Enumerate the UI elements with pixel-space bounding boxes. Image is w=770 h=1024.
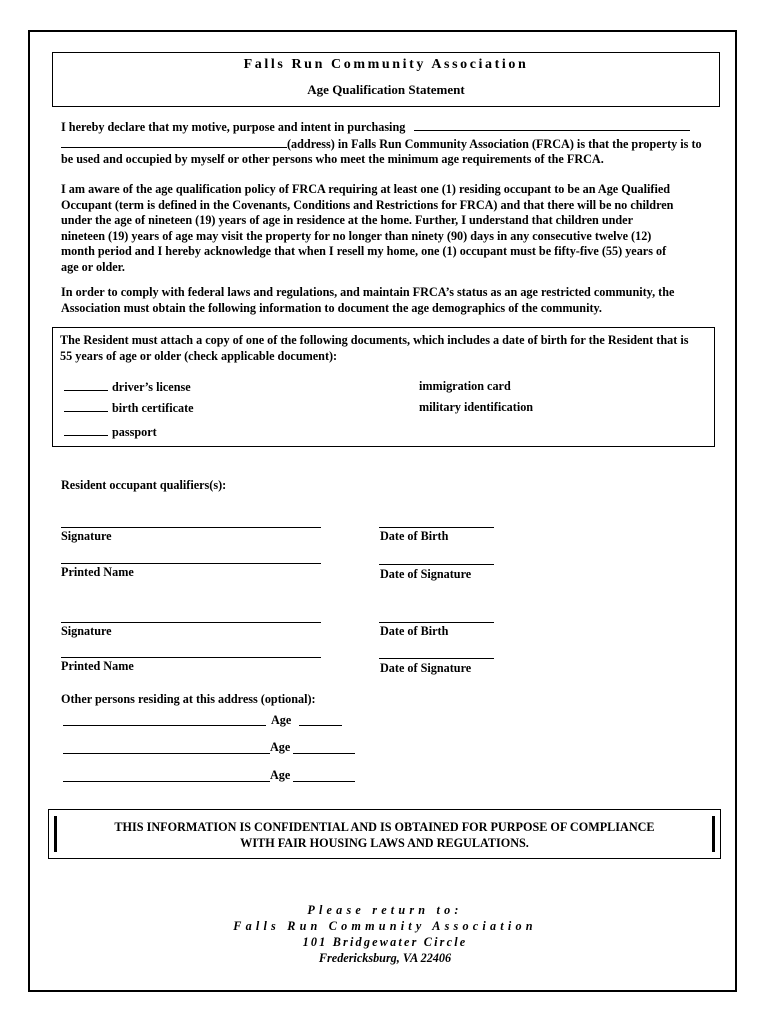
declaration-paragraph [61,119,713,168]
birth-certificate-label: birth certificate [112,401,194,415]
other-person-age-line-3[interactable] [293,781,355,782]
option-passport [64,424,157,440]
signature-line-2[interactable] [61,622,321,623]
printed-name-line-1[interactable] [61,563,321,564]
return-street: 101 Bridgewater Circle [302,935,468,949]
passport-label: passport [112,425,157,439]
declaration-line2: (address) in Falls Run Community Association (FRCA) is that the property is to [287,136,702,151]
policy-line: month period and I hereby acknowledge that when I resell my home, one (1) occupant must be fifty-five (55) years of [61,244,667,259]
date-of-signature-label-2: Date of Signature [380,661,472,675]
signature-label-1: Signature [61,529,112,543]
other-person-name-line-3[interactable] [63,781,270,782]
date-of-birth-line-2[interactable] [379,622,494,623]
qualifiers-heading: Resident occupant qualifiers(s): [61,478,227,492]
purchase-property-field[interactable] [414,119,690,131]
org-name: Falls Run Community Association [243,57,529,72]
age-label-2: Age [270,740,291,754]
documents-box [52,327,715,447]
return-heading: Please return to: [307,903,463,917]
others-heading: Other persons residing at this address (optional): [61,692,316,706]
passport-check-blank[interactable] [64,424,108,436]
confidential-notice [69,819,700,851]
return-city: Fredericksburg, VA 22406 [318,951,452,965]
signature-line-1[interactable] [61,527,321,528]
documents-intro-line1: The Resident must attach a copy of one of the following documents, which includes a date of birth for the Resident that is [60,333,689,347]
printed-name-label-1: Printed Name [61,565,134,579]
confidential-line2: WITH FAIR HOUSING LAWS AND REGULATIONS. [240,836,529,850]
date-of-birth-line-1[interactable] [379,527,494,528]
confidential-notice-box [48,809,721,859]
option-drivers-license [64,379,191,395]
immigration-card-label: immigration card [419,379,511,393]
compliance-paragraph [61,285,713,316]
other-person-name-line-2[interactable] [63,753,270,754]
date-of-birth-label-2: Date of Birth [380,624,449,638]
compliance-line: Association must obtain the following information to document the age demographics of the community. [61,300,602,315]
age-label-1: Age [271,713,292,727]
policy-line: age or older. [61,259,125,274]
documents-intro [60,333,710,364]
date-of-birth-label-1: Date of Birth [380,529,449,543]
drivers-license-label: driver’s license [112,380,191,394]
policy-line: I am aware of the age qualification policy of FRCA requiring at least one (1) residing occupant to be an Age Qualified [61,182,671,196]
age-label-3: Age [270,768,291,782]
return-address-block [0,902,770,966]
birth-certificate-check-blank[interactable] [64,400,108,412]
printed-name-label-2: Printed Name [61,659,134,673]
confidential-line1: THIS INFORMATION IS CONFIDENTIAL AND IS OBTAINED FOR PURPOSE OF COMPLIANCE [114,820,655,834]
date-of-signature-line-2[interactable] [379,658,494,659]
compliance-line: In order to comply with federal laws and regulations, and maintain FRCA’s status as an age restricted community, the [61,285,675,299]
option-birth-certificate [64,400,194,416]
policy-paragraph [61,182,713,276]
declaration-line3: be used and occupied by myself or other persons who meet the minimum age requirements of the FRCA. [61,152,604,167]
form-title: Age Qualification Statement [307,82,465,97]
return-org-name: Falls Run Community Association [233,919,537,933]
signature-label-2: Signature [61,624,112,638]
military-id-label: military identification [419,400,534,414]
documents-intro-line2: 55 years of age or older (check applicable document): [60,348,338,363]
policy-line: nineteen (19) years of age may visit the property for no longer than ninety (90) days in any consecutive twelve (12) [61,228,652,243]
other-person-name-line-1[interactable] [63,725,266,726]
other-person-age-line-1[interactable] [299,725,342,726]
date-of-signature-label-1: Date of Signature [380,567,472,581]
declaration-line1: I hereby declare that my motive, purpose and intent in purchasing [61,120,406,134]
drivers-license-check-blank[interactable] [64,379,108,391]
date-of-signature-line-1[interactable] [379,564,494,565]
option-military-id [419,400,533,415]
printed-name-line-2[interactable] [61,657,321,658]
header-box [52,52,720,107]
policy-line: Occupant (term is defined in the Covenants, Conditions and Restrictions for FRCA) and that there will be no children [61,197,674,212]
address-field[interactable] [61,136,287,148]
right-accent-bar [712,816,715,852]
left-accent-bar [54,816,57,852]
policy-line: under the age of nineteen (19) years of age in residence at the home. Further, I understand that children under [61,213,634,228]
other-person-age-line-2[interactable] [293,753,355,754]
option-immigration-card [419,379,511,394]
